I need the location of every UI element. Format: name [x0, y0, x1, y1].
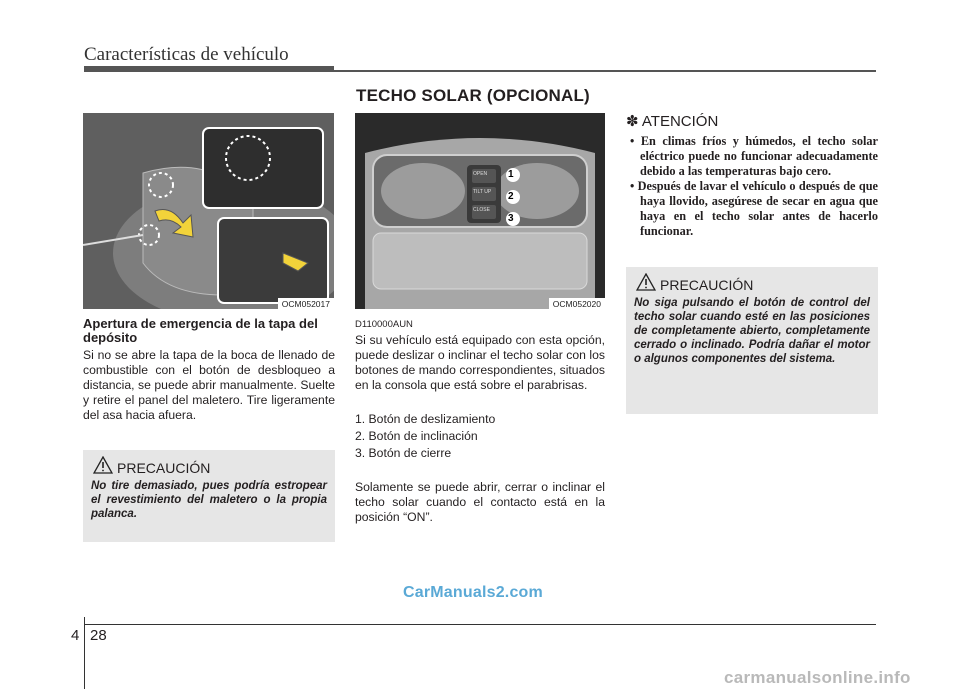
watermark-text: carmanualsonline.info [724, 668, 911, 687]
callout-3: 3 [508, 213, 514, 224]
caution-text: No siga pulsando el botón de control del techo solar cuando esté en las posiciones de completamente abierto, completamente cerrado o inclinado. Podría dañar el motor o algunos componentes del sistema. [634, 297, 870, 365]
watermark-link[interactable]: CarManuals2.com [403, 584, 543, 601]
caution-text: No tire demasiado, pues podría estropear el revestimiento del maletero o la propia palanca. [91, 480, 327, 520]
figure-caption: OCM052020 [549, 298, 605, 309]
warning-icon [636, 273, 656, 291]
footer-rule [84, 624, 876, 625]
section-number: 4 [71, 627, 80, 644]
header-rule [334, 70, 876, 72]
list-item: 2. Botón de inclinación [355, 429, 478, 443]
caution-title: PRECAUCIÓN [117, 460, 211, 476]
console-label-tilt: TILT UP [473, 189, 492, 195]
list-item: 1. Botón de deslizamiento [355, 412, 496, 426]
caution-title: PRECAUCIÓN [660, 277, 754, 293]
middle-paragraph-2: Solamente se puede abrir, cerrar o inclinar el techo solar cuando el contacto está en la posición “ON”. [355, 480, 605, 524]
middle-paragraph: Si su vehículo está equipado con esta opción, puede deslizar o inclinar el techo solar con los botones de mando correspondientes, situados en la consola que está sobre el parabrisas. [355, 333, 606, 392]
attention-item: • Después de lavar el vehículo o después de que haya llovido, asegúrese de secar en agua que haya en el techo solar antes de hacerlo funcionar. [630, 179, 878, 238]
header-bar [84, 66, 334, 72]
sunroof-console-photo [355, 113, 605, 309]
callout-2: 2 [508, 191, 514, 202]
warning-icon [93, 456, 113, 474]
left-paragraph: Si no se abre la tapa de la boca de llenado de combustible con el botón de desbloqueo a distancia, se puede abrir manualmente. Suelte y retire el panel del maletero. Tire ligeramente del asa hacia afuera. [83, 348, 335, 422]
caution-box-right [626, 267, 878, 414]
console-label-close: CLOSE [473, 207, 490, 213]
left-subheading: Apertura de emergencia de la tapa del depósito [83, 316, 318, 345]
fuel-door-photo [83, 113, 334, 309]
figure-caption: OCM052017 [278, 298, 334, 309]
page-number: 28 [90, 627, 107, 644]
fuel-door-illustration [83, 113, 334, 309]
section-title: TECHO SOLAR (OPCIONAL) [356, 86, 590, 105]
attention-list [626, 134, 878, 239]
list-item: 3. Botón de cierre [355, 446, 452, 460]
section-code: D110000AUN [355, 319, 413, 330]
header-title: Características de vehículo [84, 44, 289, 65]
callout-1: 1 [508, 169, 514, 180]
footer-divider [84, 617, 85, 689]
attention-item: • En climas fríos y húmedos, el techo solar eléctrico puede no funcionar adecuadamente debido a las temperaturas bajo cero. [630, 134, 878, 178]
attention-title: ✽ ATENCIÓN [626, 113, 719, 130]
caution-box-left [83, 450, 335, 542]
console-label-open: OPEN [473, 171, 488, 177]
